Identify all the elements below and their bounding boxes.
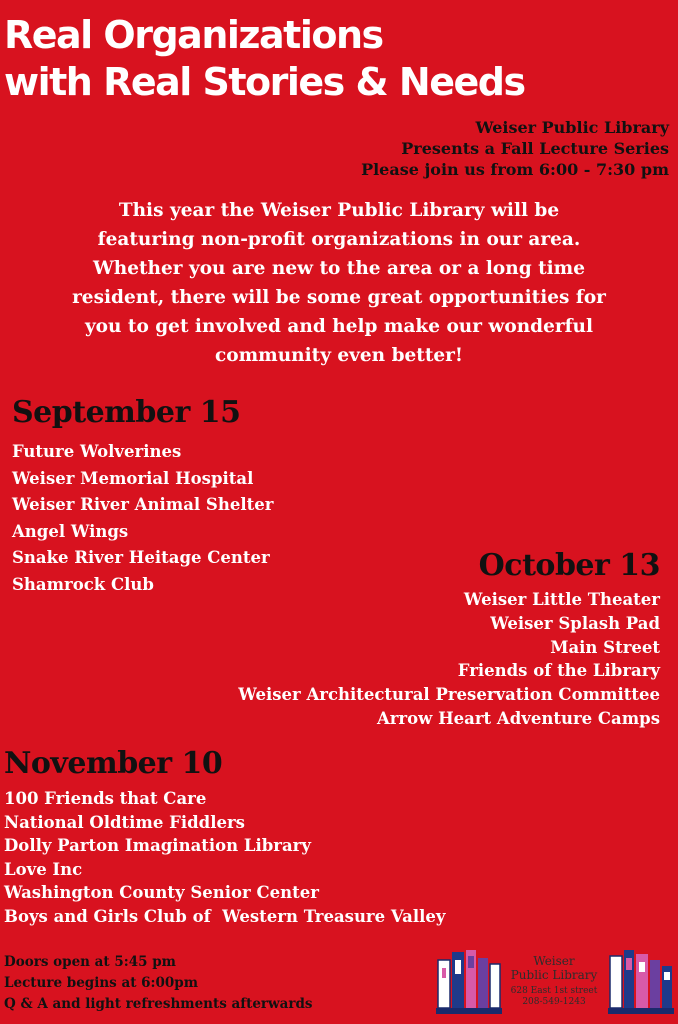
list-item: 100 Friends that Care [4,789,207,808]
books-icon [608,946,674,1016]
list-item: Weiser Memorial Hospital [12,468,254,488]
list-item: Weiser River Animal Shelter [12,495,274,514]
logo-name-line-2: Public Library [510,968,598,982]
refreshments-text: Q & A and light refreshments afterwards [4,996,313,1012]
list-item: Weiser Architectural Preservation Committee [238,685,660,705]
presents-line-2: Presents a Fall Lecture Series [401,139,669,158]
presents-line-1: Weiser Public Library [475,118,669,137]
list-item: Boys and Girls Club of Western Treasure Valley [4,906,446,926]
list-item: Dolly Parton Imagination Library [4,836,311,855]
lecture-start-text: Lecture begins at 6:00pm [4,975,199,991]
list-item: Shamrock Club [12,574,154,594]
intro-line: community even better! [214,345,464,366]
september-org-list [12,439,273,598]
october-heading: October 13 [478,548,660,583]
poster-title [4,12,674,106]
october-org-list [238,588,660,731]
intro-line: Whether you are new to the area or a long time [93,258,585,279]
list-item: Arrow Heart Adventure Camps [376,708,660,728]
logo-phone: 208-549-1243 [522,997,586,1007]
list-item: National Oldtime Fiddlers [4,812,245,832]
list-item: Angel Wings [12,521,129,541]
list-item: Washington County Senior Center [4,883,319,902]
library-logo [432,940,676,1018]
intro-line: featuring non-profit organizations in our area. [97,229,581,250]
logo-name-line-1: Weiser [533,954,575,968]
november-org-list [4,787,445,928]
list-item: Weiser Splash Pad [490,613,660,633]
intro-paragraph [0,196,678,370]
books-icon [436,946,502,1016]
logo-address: 628 East 1st street [510,986,598,996]
intro-line: This year the Weiser Public Library will be [118,200,560,221]
september-heading: September 15 [12,395,241,430]
event-details [4,952,313,1015]
intro-line: you to get involved and help make our wonderful [84,316,594,337]
logo-text [502,954,606,1008]
intro-line: resident, there will be some great opportunities for [72,287,606,308]
doors-open-text: Doors open at 5:45 pm [4,954,176,970]
title-line-2: with Real Stories & Needs [4,60,525,104]
presents-line-3: Please join us from 6:00 - 7:30 pm [361,160,669,179]
list-item: Main Street [550,637,660,657]
list-item: Friends of the Library [457,661,660,681]
list-item: Snake River Heitage Center [12,548,270,567]
title-line-1: Real Organizations [4,13,383,57]
list-item: Love Inc [4,859,83,879]
november-heading: November 10 [4,746,223,781]
presents-block [361,117,669,180]
list-item: Weiser Little Theater [463,590,660,609]
list-item: Future Wolverines [12,442,182,461]
